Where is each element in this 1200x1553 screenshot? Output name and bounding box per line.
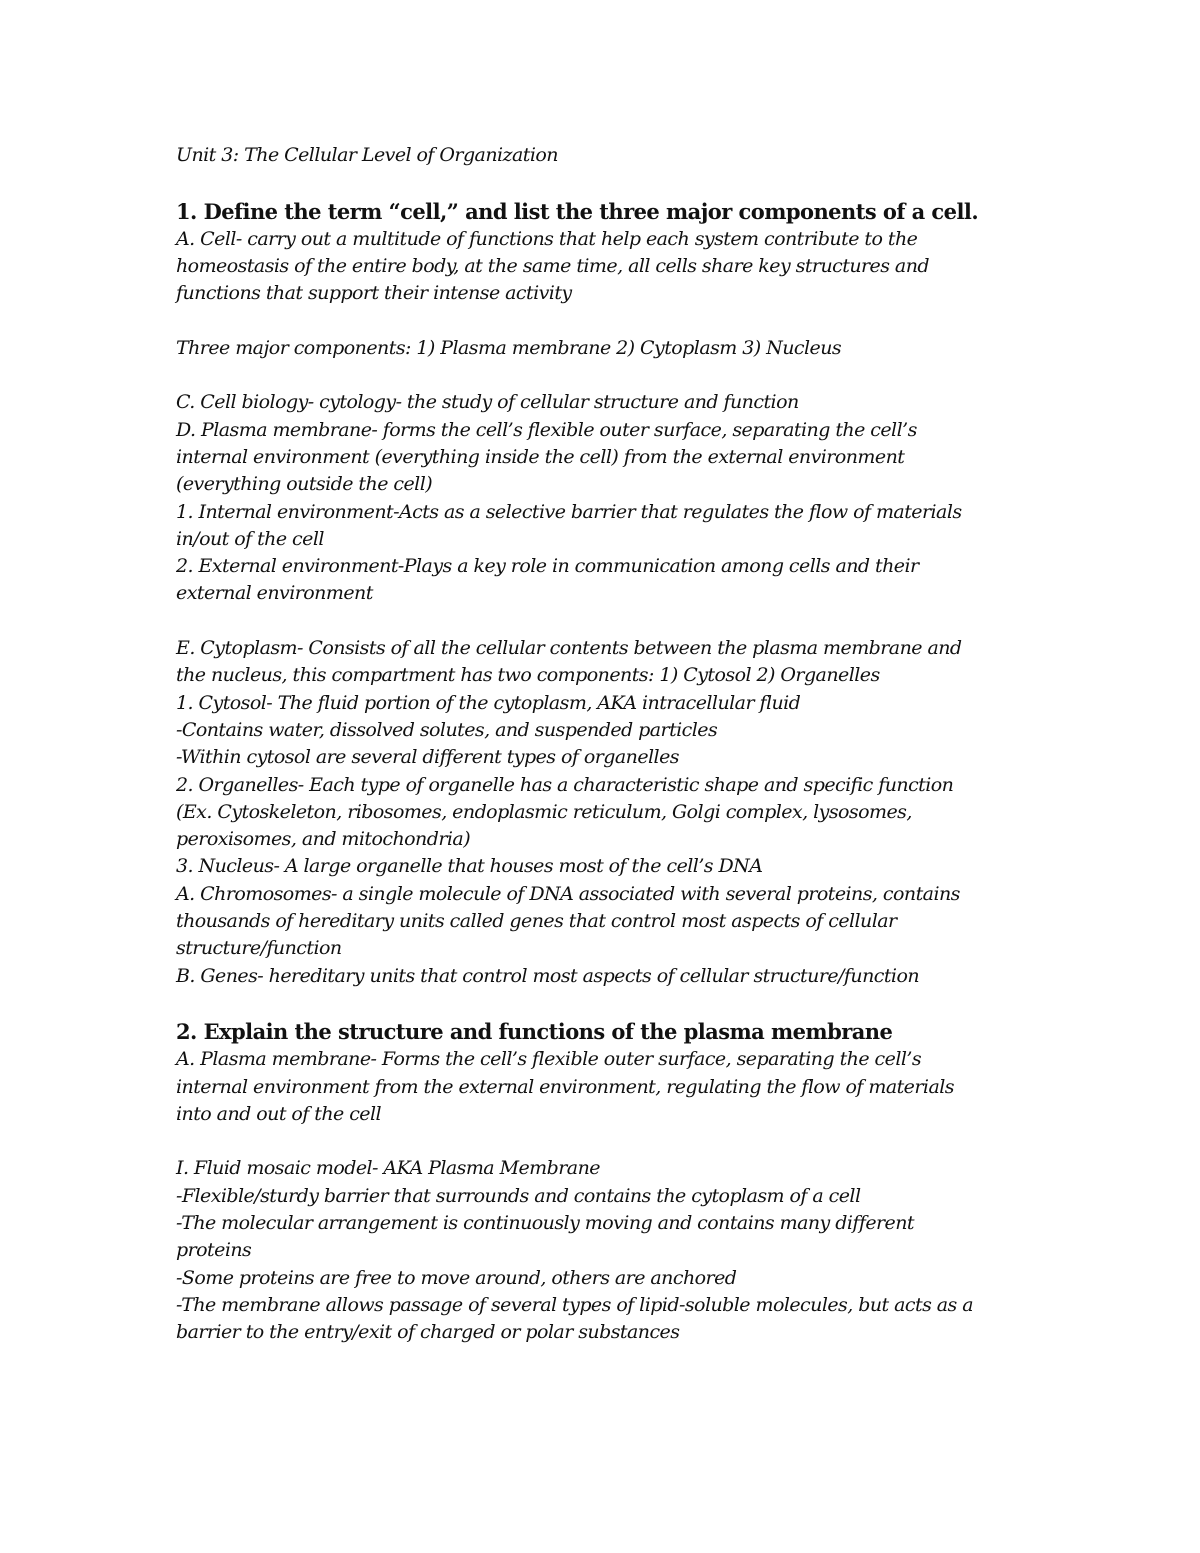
document-body — [176, 142, 1036, 1346]
section-2-heading: 2. Explain the structure and functions of the plasma membrane — [176, 1019, 893, 1045]
text-line: barrier to the entry/exit of charged or polar substances — [176, 1321, 680, 1344]
text-line: (everything outside the cell) — [176, 473, 433, 496]
text-line: E. Cytoplasm- Consists of all the cellular contents between the plasma membrane and — [176, 637, 962, 660]
text-line: functions that support their intense activity — [176, 282, 572, 305]
text-line: (Ex. Cytoskeleton, ribosomes, endoplasmic reticulum, Golgi complex, lysosomes, — [176, 800, 912, 823]
blank-line — [176, 1128, 1036, 1155]
text-line: A. Plasma membrane- Forms the cell’s flexible outer surface, separating the cell’s — [176, 1048, 922, 1071]
blank-line — [176, 169, 1036, 196]
text-line: -Flexible/sturdy barrier that surrounds and contains the cytoplasm of a cell — [176, 1184, 861, 1207]
text-line: 3. Nucleus- A large organelle that houses most of the cell’s DNA — [176, 855, 763, 878]
blank-line — [176, 990, 1036, 1017]
document-title: Unit 3: The Cellular Level of Organization — [176, 144, 558, 166]
text-line: structure/function — [176, 937, 342, 960]
text-line: the nucleus, this compartment has two components: 1) Cytosol 2) Organelles — [176, 664, 880, 687]
text-line: -Some proteins are free to move around, others are anchored — [176, 1266, 737, 1289]
text-line: in/out of the cell — [176, 527, 324, 550]
text-line: -Contains water, dissolved solutes, and suspended particles — [176, 718, 718, 741]
text-line: A. Chromosomes- a single molecule of DNA associated with several proteins, contains — [176, 882, 960, 905]
text-line: -Within cytosol are several different types of organelles — [176, 746, 679, 769]
text-line: internal environment from the external environment, regulating the flow of materials — [176, 1075, 954, 1098]
text-line: thousands of hereditary units called genes that control most aspects of cellular — [176, 910, 897, 933]
text-line: homeostasis of the entire body, at the same time, all cells share key structures and — [176, 254, 929, 277]
text-line: Three major components: 1) Plasma membrane 2) Cytoplasm 3) Nucleus — [176, 336, 842, 359]
text-line: D. Plasma membrane- forms the cell’s flexible outer surface, separating the cell’s — [176, 418, 917, 441]
text-line: 1. Internal environment-Acts as a selective barrier that regulates the flow of materials — [176, 500, 962, 523]
text-line: proteins — [176, 1239, 252, 1262]
text-line: 1. Cytosol- The fluid portion of the cytoplasm, AKA intracellular fluid — [176, 691, 801, 714]
text-line: internal environment (everything inside the cell) from the external environment — [176, 445, 905, 468]
text-line: into and out of the cell — [176, 1102, 382, 1125]
text-line: C. Cell biology- cytology- the study of cellular structure and function — [176, 391, 799, 414]
text-line: 2. External environment-Plays a key role in communication among cells and their — [176, 555, 919, 578]
text-line: external environment — [176, 582, 373, 605]
text-line: -The molecular arrangement is continuously moving and contains many different — [176, 1211, 915, 1234]
text-line: I. Fluid mosaic model- AKA Plasma Membrane — [176, 1157, 600, 1180]
text-line: peroxisomes, and mitochondria) — [176, 828, 471, 851]
blank-line — [176, 362, 1036, 389]
blank-line — [176, 608, 1036, 635]
text-line: A. Cell- carry out a multitude of functions that help each system contribute to the — [176, 227, 918, 250]
section-1-heading: 1. Define the term “cell,” and list the three major components of a cell. — [176, 198, 979, 224]
text-line: B. Genes- hereditary units that control most aspects of cellular structure/function — [176, 964, 920, 987]
blank-line — [176, 307, 1036, 334]
text-line: -The membrane allows passage of several types of lipid-soluble molecules, but acts as a — [176, 1293, 974, 1316]
text-line: 2. Organelles- Each type of organelle has a characteristic shape and specific function — [176, 773, 954, 796]
